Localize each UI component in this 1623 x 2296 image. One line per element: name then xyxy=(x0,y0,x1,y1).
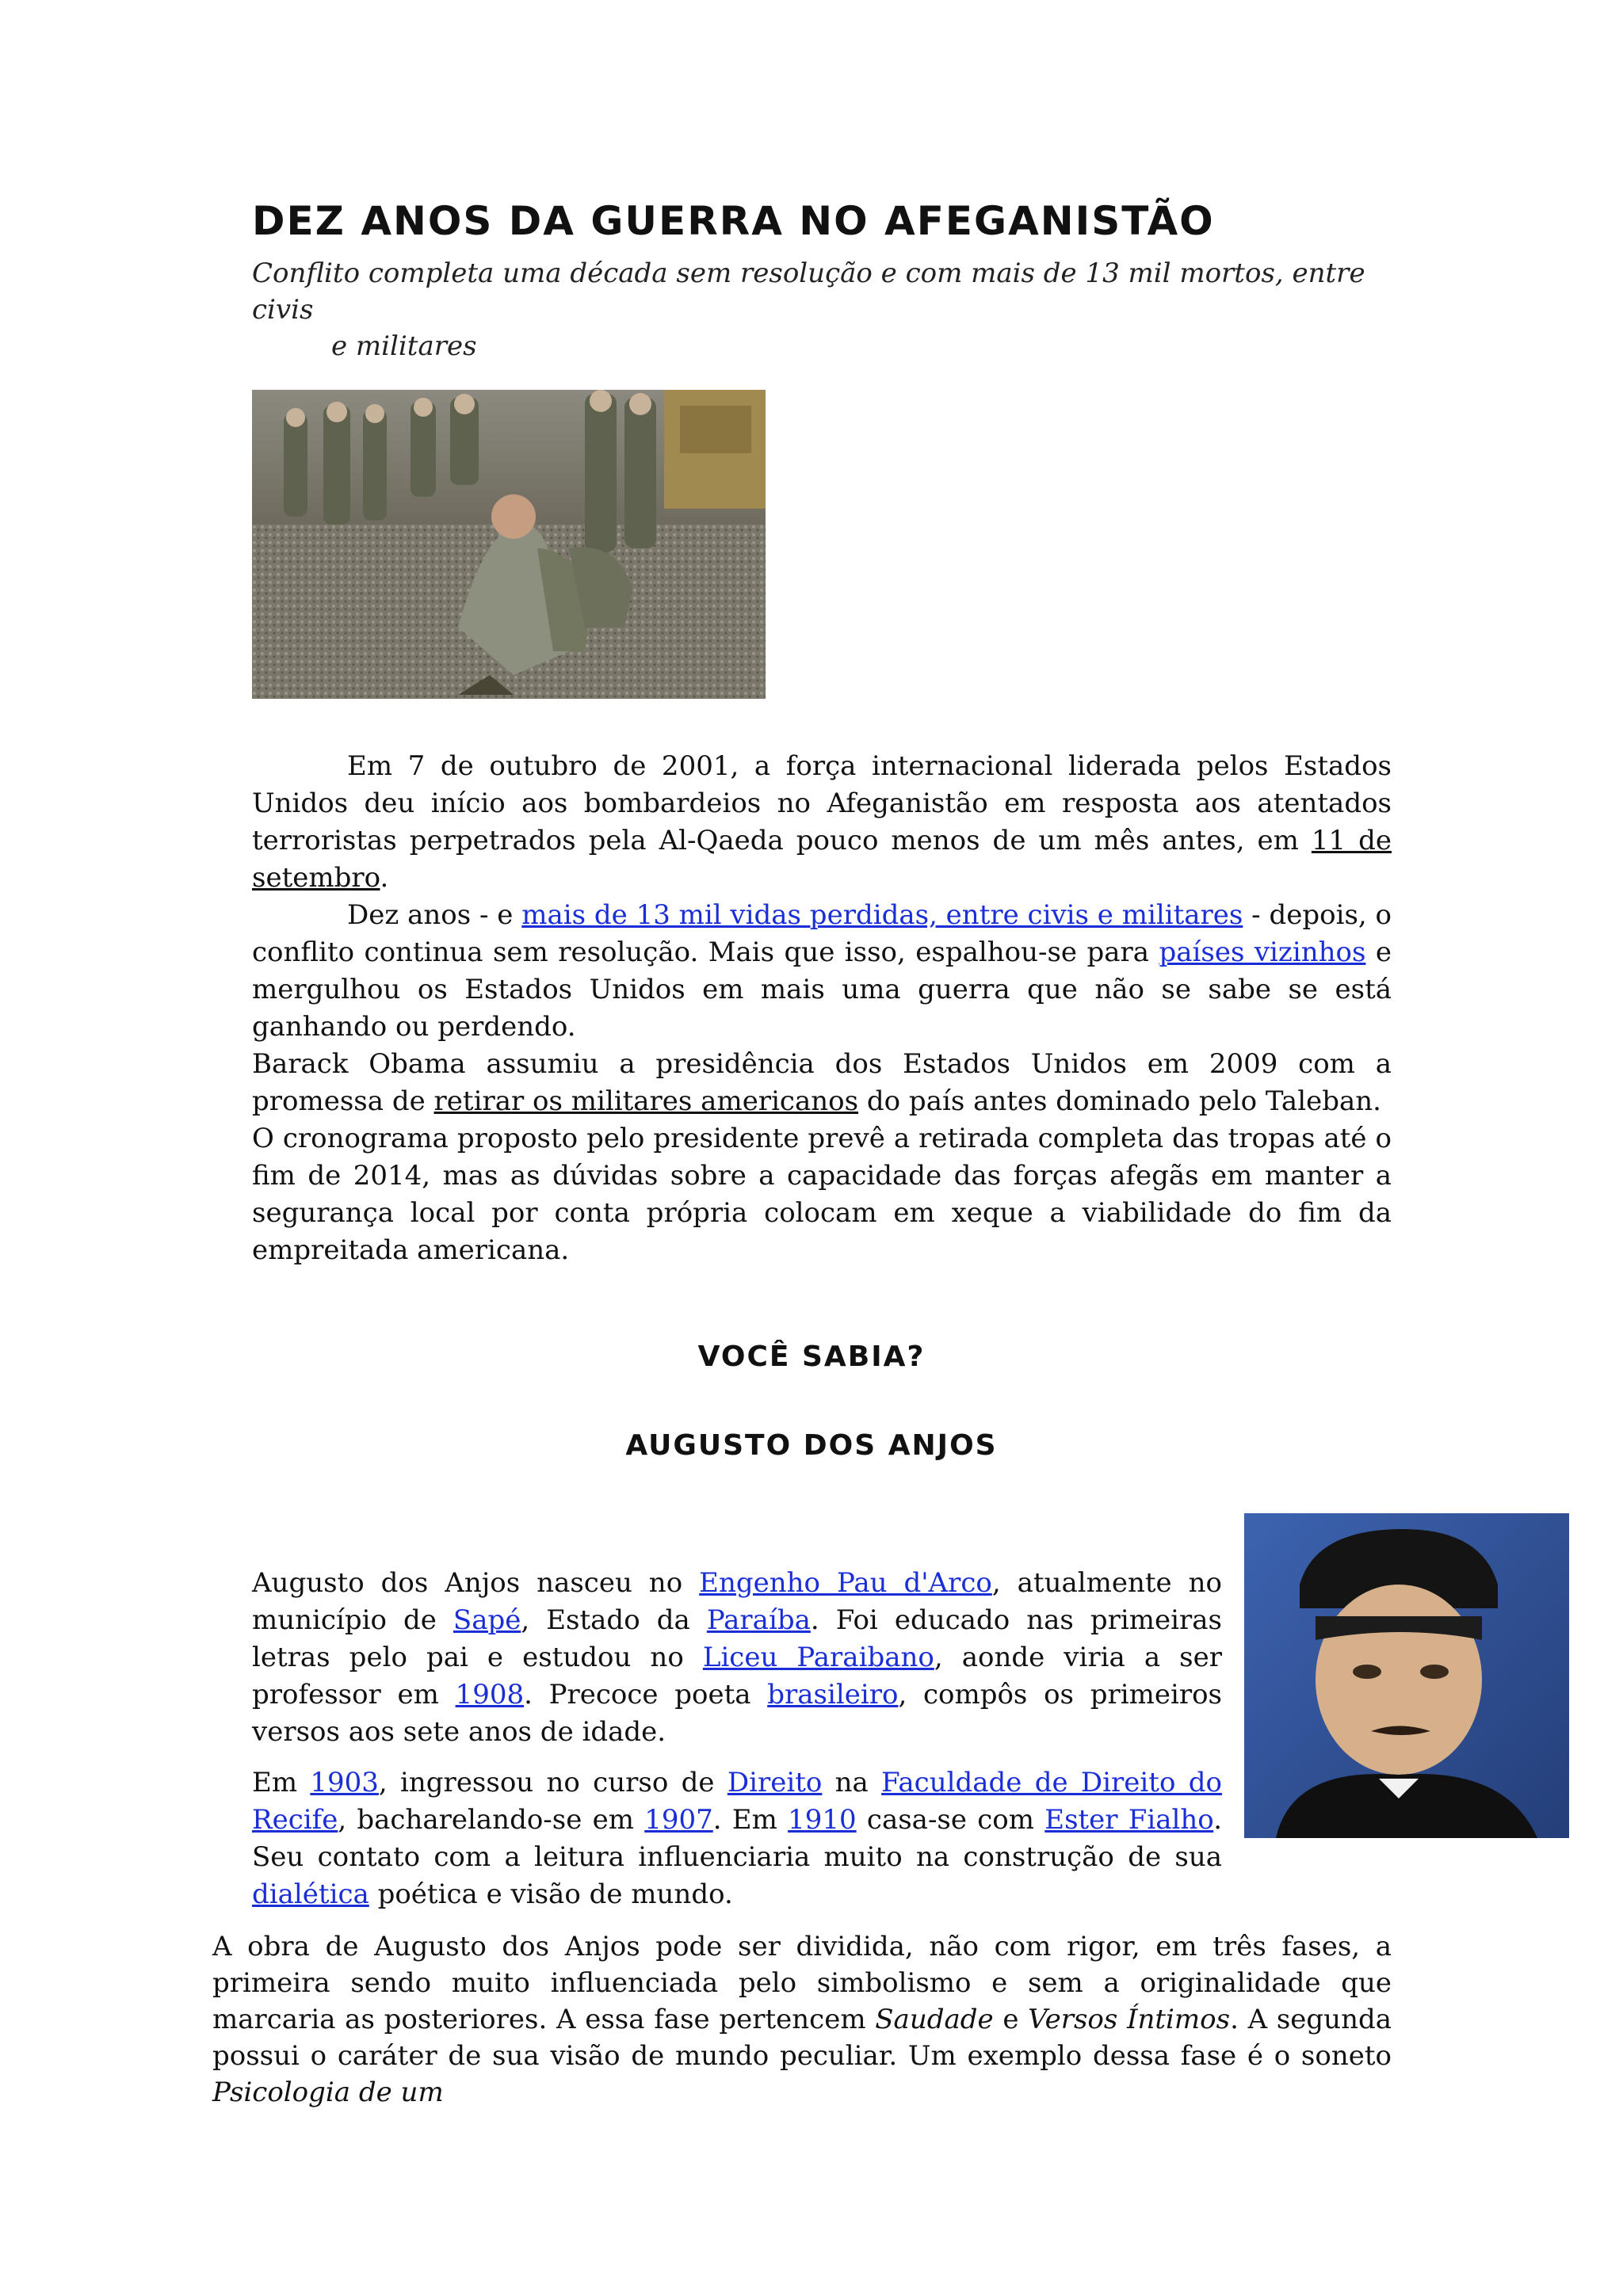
p2-text: Dez anos - e xyxy=(347,899,522,931)
bio1-t4: . Foi educado nas primeiras letras pelo pai e estudou no xyxy=(252,1604,1222,1673)
link-dialetica[interactable]: dialética xyxy=(252,1878,369,1910)
p1-text: Em 7 de outubro de 2001, a força internacional liderada pelos Estados Unidos deu início aos bombardeios no Afeganistão em resposta aos atentados terroristas perpetrados pela Al-Qaeda pouco menos de um mês antes, em xyxy=(252,750,1392,856)
link-direito[interactable]: Direito xyxy=(727,1767,823,1798)
bio2-t2: , ingressou no curso de xyxy=(378,1767,727,1798)
bio2-t7: . Seu contato com a leitura influenciaria muito na construção de sua xyxy=(252,1804,1222,1873)
bio2-t6: casa-se com xyxy=(856,1804,1045,1836)
link-retirar-militares[interactable]: retirar os militares americanos xyxy=(433,1085,859,1117)
bio3-t1: A obra de Augusto dos Anjos pode ser dividida, não com rigor, em três fases, a primeira sendo muito influenciada pelo simbolismo e sem a originalidade que marcaria as posteriores. A essa fase pertencem xyxy=(212,1931,1392,2035)
p1-text-end: . xyxy=(380,862,389,894)
p2-text-end: e mergulhou os Estados Unidos em mais uma guerra que não se sabe se está ganhando ou perdendo. xyxy=(252,936,1392,1043)
article-paragraph-2 xyxy=(252,897,1392,1046)
p3-text-end: do país antes dominado pelo Taleban. xyxy=(858,1085,1381,1117)
article-paragraph-1 xyxy=(252,748,1392,897)
link-ester-fialho[interactable]: Ester Fialho xyxy=(1044,1804,1214,1836)
bio2-t3: na xyxy=(822,1767,882,1798)
bio1-t1: Augusto dos Anjos nasceu no xyxy=(252,1567,700,1599)
soldiers-photo xyxy=(252,390,766,699)
link-vidas-perdidas[interactable]: mais de 13 mil vidas perdidas, entre civis e militares xyxy=(521,899,1243,931)
bio-paragraph-1 xyxy=(252,1565,1222,1751)
link-1908[interactable]: 1908 xyxy=(455,1679,525,1711)
work-psicologia: Psicologia de um xyxy=(212,2077,444,2108)
p2-text-mid: - depois, o conflito continua sem resolução. Mais que isso, espalhou-se para xyxy=(252,899,1392,968)
bio-text-2 xyxy=(252,1764,1392,1913)
article-body xyxy=(252,748,1392,1269)
article-paragraph-3 xyxy=(252,1046,1392,1120)
p3-text: Barack Obama assumiu a presidência dos Estados Unidos em 2009 com a promessa de xyxy=(252,1048,1392,1117)
link-paraiba[interactable]: Paraíba xyxy=(706,1604,811,1636)
work-saudade: Saudade xyxy=(875,2004,994,2035)
article-paragraph-4: O cronograma proposto pelo presidente prevê a retirada completa das tropas até o fim de 2014, mas as dúvidas sobre a capacidade das forças afegãs em manter a segurança local por conta própria colocam em xeque a viabilidade do fim da empreitada americana. xyxy=(252,1123,1392,1266)
trivia-subheading: AUGUSTO DOS ANJOS xyxy=(625,1429,998,1462)
bio1-t6: . Precoce poeta xyxy=(524,1679,768,1711)
link-engenho-pau-darco[interactable]: Engenho Pau d'Arco xyxy=(699,1567,992,1599)
bio-text-1 xyxy=(252,1565,1222,1751)
bio-paragraph-2 xyxy=(252,1764,1392,1913)
bio3-t3: . A segunda possui o caráter de sua visão de mundo peculiar. Um exemplo dessa fase é o soneto xyxy=(212,2004,1392,2072)
subtitle-line-2: e militares xyxy=(331,330,477,362)
soldiers-photo-illustration xyxy=(252,390,766,699)
bio3-t2: e xyxy=(993,2004,1029,2035)
bio1-t7: , compôs os primeiros versos aos sete anos de idade. xyxy=(252,1679,1222,1748)
link-11-de-setembro[interactable]: 11 de setembro xyxy=(252,825,1392,894)
link-1910[interactable]: 1910 xyxy=(788,1804,857,1836)
article-subtitle xyxy=(252,255,1393,364)
article-title: DEZ ANOS DA GUERRA NO AFEGANISTÃO xyxy=(252,198,1215,244)
link-paises-vizinhos[interactable]: países vizinhos xyxy=(1159,936,1366,968)
bio2-t8: poética e visão de mundo. xyxy=(369,1878,733,1910)
subtitle-line-1: Conflito completa uma década sem resolução e com mais de 13 mil mortos, entre civis xyxy=(252,257,1365,326)
link-liceu-paraibano[interactable]: Liceu Paraibano xyxy=(702,1642,934,1673)
bio-text-3 xyxy=(212,1928,1392,2111)
link-sape[interactable]: Sapé xyxy=(453,1604,521,1636)
work-versos-intimos: Versos Íntimos xyxy=(1028,2004,1231,2035)
link-faculdade-direito-recife[interactable]: Faculdade de Direito do Recife xyxy=(252,1767,1222,1836)
trivia-heading: VOCÊ SABIA? xyxy=(697,1341,926,1373)
bio2-t1: Em xyxy=(252,1767,311,1798)
bio2-t5: . Em xyxy=(712,1804,789,1836)
link-brasileiro[interactable]: brasileiro xyxy=(767,1679,899,1711)
bio1-t3: , Estado da xyxy=(521,1604,707,1636)
bio2-t4: , bacharelando-se em xyxy=(338,1804,645,1836)
bio1-t2: , atualmente no município de xyxy=(252,1567,1223,1636)
bio-paragraph-3 xyxy=(212,1928,1392,2111)
link-1903[interactable]: 1903 xyxy=(310,1767,379,1798)
link-1907[interactable]: 1907 xyxy=(644,1804,713,1836)
bio1-t5: , aonde viria a ser professor em xyxy=(252,1642,1222,1711)
